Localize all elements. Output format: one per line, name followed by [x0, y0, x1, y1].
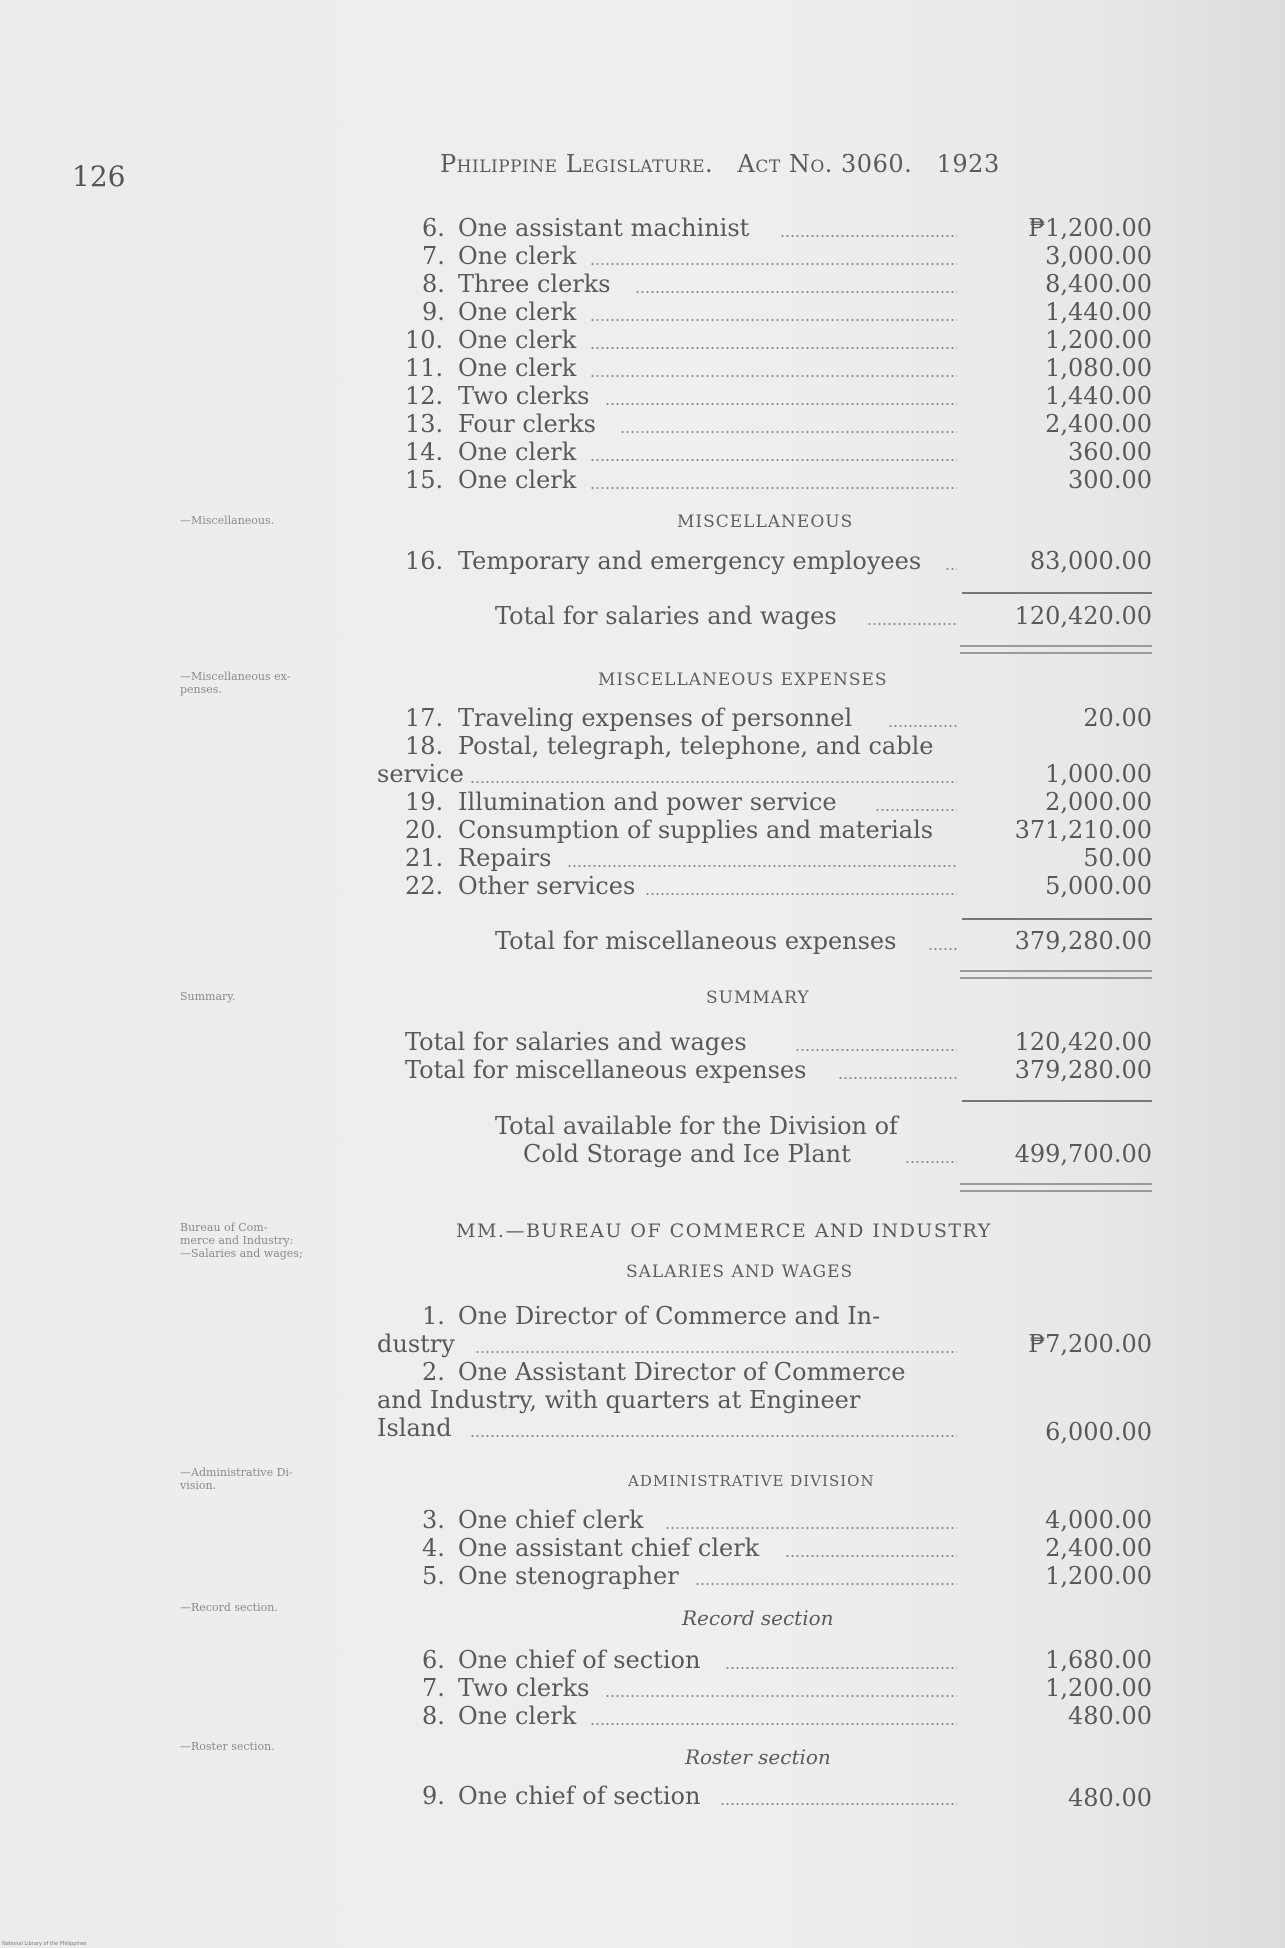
item-amount: 4,000.00: [1045, 1506, 1152, 1534]
item-number: 5.: [422, 1562, 445, 1590]
total-amount: 379,280.00: [1014, 927, 1152, 955]
item-number: 1.: [422, 1302, 445, 1330]
heading-bureau: MM.—BUREAU OF COMMERCE AND INDUSTRY: [456, 1220, 992, 1242]
item-number: 16.: [405, 547, 444, 575]
item-amount: 8,400.00: [1045, 270, 1152, 298]
side-note-admin: [180, 1466, 370, 1492]
list-item: [0, 298, 1285, 328]
dot-leader: [725, 1666, 957, 1670]
list-item: [0, 382, 1285, 412]
summary-total-text: Cold Storage and Ice Plant: [523, 1140, 851, 1168]
dot-leader: [785, 1554, 957, 1558]
dot-leader: [635, 290, 957, 294]
item-text: One clerk: [458, 326, 577, 354]
item-text: One Assistant Director of Commerce: [458, 1358, 906, 1386]
dot-leader: [470, 780, 957, 784]
dot-leader: [875, 808, 957, 812]
item-number: 19.: [405, 788, 444, 816]
item-number: 17.: [405, 704, 444, 732]
item-amount: 20.00: [1083, 704, 1152, 732]
list-item: [0, 242, 1285, 272]
list-item: [0, 438, 1285, 468]
item-text: One stenographer: [458, 1562, 679, 1590]
list-item: [0, 816, 1285, 846]
dot-leader: [475, 1350, 957, 1354]
list-item: [0, 354, 1285, 384]
item-text: One assistant machinist: [458, 214, 750, 242]
item-text: service: [377, 760, 464, 788]
heading-roster-section: Roster section: [685, 1745, 831, 1769]
item-number: 2.: [422, 1358, 445, 1386]
double-rule: [960, 970, 1152, 979]
item-text: One assistant chief clerk: [458, 1534, 760, 1562]
heading-salaries-wages: SALARIES AND WAGES: [626, 1262, 854, 1282]
item-amount: 6,000.00: [1045, 1418, 1152, 1446]
summary-text: Total for miscellaneous expenses: [405, 1056, 807, 1084]
list-item: [0, 547, 1285, 577]
total-rule: [962, 592, 1152, 594]
item-amount: 1,200.00: [1045, 326, 1152, 354]
item-text: Island: [377, 1414, 452, 1442]
item-number: 21.: [405, 844, 444, 872]
list-item-continued: [0, 1330, 1285, 1360]
running-title: Philippine Legislature.: [440, 150, 714, 178]
side-note-line: vision.: [180, 1479, 217, 1492]
heading-summary: SUMMARY: [706, 988, 810, 1008]
dot-leader: [590, 262, 957, 266]
list-item: [0, 872, 1285, 902]
double-rule: [960, 645, 1152, 654]
list-item-continued: [0, 1414, 1285, 1444]
item-amount: 1,680.00: [1045, 1646, 1152, 1674]
dot-leader: [590, 458, 957, 462]
item-amount: 2,000.00: [1045, 788, 1152, 816]
item-text: Two clerks: [458, 1674, 590, 1702]
total-amount: 120,420.00: [1014, 602, 1152, 630]
item-text: One clerk: [458, 438, 577, 466]
side-note-miscellaneous: —Miscellaneous.: [180, 514, 275, 527]
item-text: One chief of section: [458, 1782, 701, 1810]
item-amount: 1,080.00: [1045, 354, 1152, 382]
list-item-continued: [0, 760, 1285, 790]
item-amount: 50.00: [1083, 844, 1152, 872]
item-number: 18.: [405, 732, 444, 760]
dot-leader: [590, 486, 957, 490]
summary-total-amount: 499,700.00: [1014, 1140, 1152, 1168]
running-header: [440, 150, 1000, 178]
list-item: [0, 1674, 1285, 1704]
dot-leader: [867, 622, 957, 626]
item-amount: 5,000.00: [1045, 872, 1152, 900]
item-number: 9.: [422, 298, 445, 326]
item-text: One clerk: [458, 242, 577, 270]
item-text: One Director of Commerce and In-: [458, 1302, 881, 1330]
item-amount: 371,210.00: [1014, 816, 1152, 844]
item-text: One chief of section: [458, 1646, 701, 1674]
item-number: 13.: [405, 410, 444, 438]
heading-miscellaneous: MISCELLANEOUS: [677, 512, 854, 532]
summary-total-text: Total available for the Division of: [495, 1112, 898, 1140]
item-amount: 1,200.00: [1045, 1674, 1152, 1702]
item-amount: 1,000.00: [1045, 760, 1152, 788]
dot-leader: [795, 1048, 957, 1052]
item-amount: 480.00: [1068, 1784, 1152, 1812]
item-text: Repairs: [458, 844, 552, 872]
item-number: 6.: [422, 214, 445, 242]
item-text: Other services: [458, 872, 636, 900]
total-rule: [962, 918, 1152, 920]
side-note-line: merce and Industry:: [180, 1234, 294, 1247]
item-number: 9.: [422, 1782, 445, 1810]
total-row: [0, 602, 1285, 632]
side-note-bureau: [180, 1221, 370, 1260]
dot-leader: [720, 1802, 957, 1806]
dot-leader: [590, 374, 957, 378]
dot-leader: [645, 892, 957, 896]
dot-leader: [888, 724, 957, 728]
item-amount: 1,440.00: [1045, 382, 1152, 410]
item-text: dustry: [377, 1330, 455, 1358]
list-item: [0, 326, 1285, 356]
item-amount: 1,200.00: [1045, 1562, 1152, 1590]
side-note-misc-expenses: [180, 670, 370, 696]
total-label: Total for miscellaneous expenses: [495, 927, 897, 955]
list-item: [0, 466, 1285, 496]
item-number: 7.: [422, 1674, 445, 1702]
total-row: [0, 927, 1285, 957]
list-item: [0, 1782, 1285, 1812]
dot-leader: [928, 947, 957, 951]
item-text: Illumination and power service: [458, 788, 837, 816]
item-number: 11.: [405, 354, 444, 382]
item-number: 20.: [405, 816, 444, 844]
total-label: Total for salaries and wages: [495, 602, 837, 630]
list-item: [0, 1506, 1285, 1536]
dot-leader: [590, 318, 957, 322]
item-number: 6.: [422, 1646, 445, 1674]
list-item: [0, 1302, 1285, 1332]
item-amount: 1,440.00: [1045, 298, 1152, 326]
item-text: Consumption of supplies and materials: [458, 816, 934, 844]
heading-misc-expenses: MISCELLANEOUS EXPENSES: [598, 670, 888, 690]
scan-footer: National Library of the Philippines: [2, 1941, 87, 1947]
item-text: One clerk: [458, 466, 577, 494]
list-item: [0, 704, 1285, 734]
side-note-line: penses.: [180, 683, 222, 696]
item-text: One chief clerk: [458, 1506, 644, 1534]
summary-total-row: [0, 1140, 1285, 1170]
dot-leader: [945, 567, 957, 571]
dot-leader: [838, 1076, 957, 1080]
item-amount: 480.00: [1068, 1702, 1152, 1730]
list-item: [0, 1702, 1285, 1732]
item-text: and Industry, with quarters at Engineer: [377, 1386, 861, 1414]
summary-row: [0, 1028, 1285, 1058]
item-number: 14.: [405, 438, 444, 466]
item-text: Postal, telegraph, telephone, and cable: [458, 732, 934, 760]
side-note-line: —Miscellaneous ex-: [180, 670, 291, 683]
dot-leader: [567, 864, 957, 868]
heading-admin-division: ADMINISTRATIVE DIVISION: [628, 1472, 875, 1490]
item-number: 22.: [405, 872, 444, 900]
list-item: [0, 270, 1285, 300]
item-number: 12.: [405, 382, 444, 410]
item-number: 8.: [422, 270, 445, 298]
dot-leader: [590, 1722, 957, 1726]
dot-leader: [620, 430, 957, 434]
dot-leader: [470, 1434, 957, 1438]
summary-amount: 120,420.00: [1014, 1028, 1152, 1056]
list-item-continued: [0, 1386, 1285, 1416]
list-item: [0, 410, 1285, 440]
side-note-line: Bureau of Com-: [180, 1221, 268, 1234]
act-number: Act No. 3060.: [737, 150, 913, 178]
item-number: 7.: [422, 242, 445, 270]
item-text: Traveling expenses of personnel: [458, 704, 853, 732]
list-item: [0, 214, 1285, 244]
list-item: [0, 788, 1285, 818]
list-item: [0, 1646, 1285, 1676]
item-text: Two clerks: [458, 382, 590, 410]
dot-leader: [605, 402, 957, 406]
item-amount: 300.00: [1068, 466, 1152, 494]
item-amount: ₱1,200.00: [1028, 214, 1152, 242]
list-item: [0, 1534, 1285, 1564]
item-amount: 360.00: [1068, 438, 1152, 466]
item-text: One clerk: [458, 1702, 577, 1730]
heading-record-section: Record section: [682, 1606, 834, 1630]
summary-row: [0, 1056, 1285, 1086]
dot-leader: [780, 234, 957, 238]
item-text: One clerk: [458, 298, 577, 326]
item-amount: 2,400.00: [1045, 1534, 1152, 1562]
dot-leader: [665, 1526, 957, 1530]
item-amount: 83,000.00: [1029, 547, 1152, 575]
item-number: 4.: [422, 1534, 445, 1562]
dot-leader: [695, 1582, 957, 1586]
side-note-roster: —Roster section.: [180, 1740, 275, 1753]
item-number: 15.: [405, 466, 444, 494]
side-note-line: —Salaries and wages;: [180, 1247, 303, 1260]
item-number: 8.: [422, 1702, 445, 1730]
item-number: 10.: [405, 326, 444, 354]
total-rule: [962, 1100, 1152, 1102]
year: 1923: [936, 150, 1000, 178]
side-note-record: —Record section.: [180, 1601, 278, 1614]
item-text: Four clerks: [458, 410, 596, 438]
item-amount: ₱7,200.00: [1028, 1330, 1152, 1358]
item-text: One clerk: [458, 354, 577, 382]
item-amount: 2,400.00: [1045, 410, 1152, 438]
item-text: Three clerks: [458, 270, 611, 298]
side-note-line: —Administrative Di-: [180, 1466, 293, 1479]
dot-leader: [605, 1694, 957, 1698]
list-item: [0, 1562, 1285, 1592]
dot-leader: [905, 1160, 957, 1164]
dot-leader: [590, 346, 957, 350]
page-number: 126: [72, 160, 126, 193]
summary-amount: 379,280.00: [1014, 1056, 1152, 1084]
list-item: [0, 844, 1285, 874]
double-rule: [960, 1183, 1152, 1192]
item-text: Temporary and emergency employees: [458, 547, 922, 575]
side-note-summary: Summary.: [180, 990, 236, 1003]
item-amount: 3,000.00: [1045, 242, 1152, 270]
item-number: 3.: [422, 1506, 445, 1534]
list-item: [0, 732, 1285, 762]
list-item: [0, 1358, 1285, 1388]
summary-text: Total for salaries and wages: [405, 1028, 747, 1056]
summary-total-line1: [0, 1112, 1285, 1142]
